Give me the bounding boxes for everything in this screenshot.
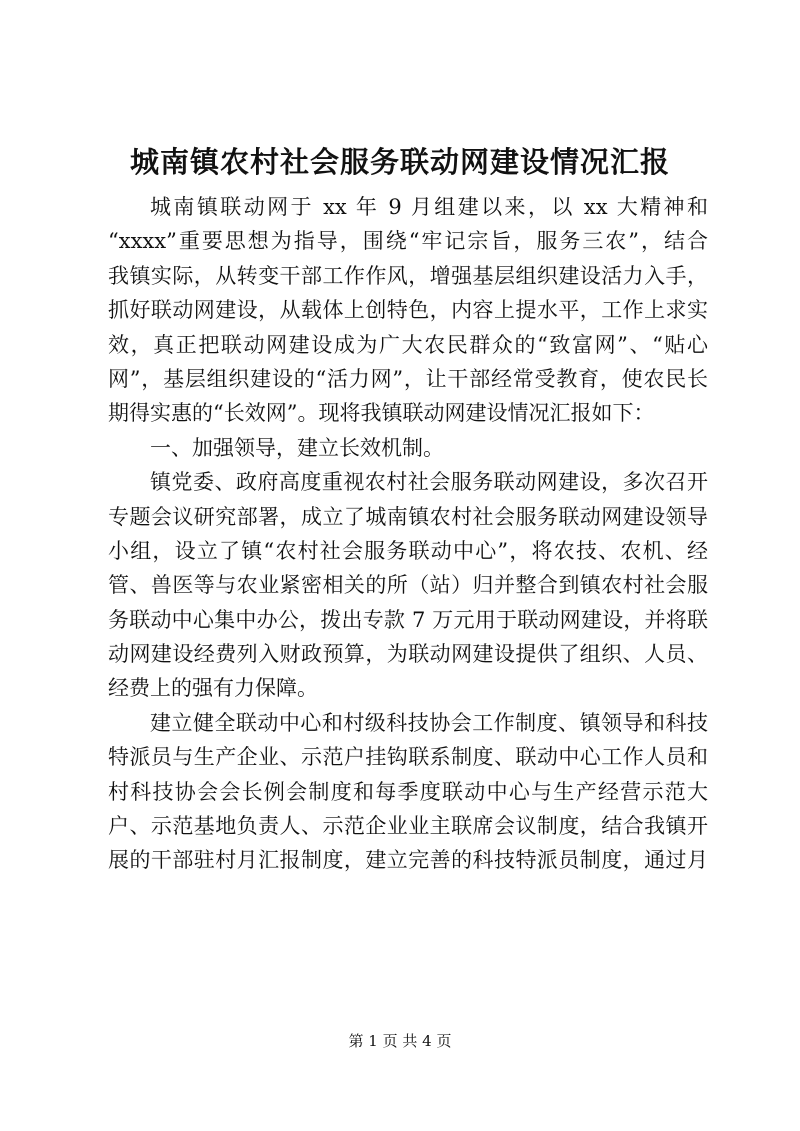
text-line: 务联动中心集中办公，拨出专款 7 万元用于联动网建设，并将联 xyxy=(108,607,708,632)
paragraph-intro xyxy=(108,190,708,431)
text-line: 户、示范基地负责人、示范企业业主联席会议制度，结合我镇开 xyxy=(108,814,708,839)
text-line: 管、兽医等与农业紧密相关的所（站）归并整合到镇农村社会服 xyxy=(108,573,708,598)
text-line: 网”，基层组织建设的“活力网”，让干部经常受教育，使农民长 xyxy=(108,366,708,391)
document-title: 城南镇农村社会服务联动网建设情况汇报 xyxy=(129,145,670,179)
text-line: 小组，设立了镇“农村社会服务联动中心”，将农技、农机、经 xyxy=(108,538,708,563)
text-line: “xxxx”重要思想为指导，围绕“牢记宗旨，服务三农”，结合 xyxy=(108,229,708,254)
text-line: 抓好联动网建设，从载体上创特色，内容上提水平，工作上求实 xyxy=(108,298,708,323)
text-line: 经费上的强有力保障。 xyxy=(108,676,318,701)
document-body xyxy=(108,190,708,878)
text-line: 城南镇联动网于 xx 年 9 月组建以来，以 xx 大精神和 xyxy=(150,195,708,219)
text-line: 效，真正把联动网建设成为广大农民群众的“致富网”、“贴心 xyxy=(108,332,708,357)
section-heading-1 xyxy=(108,431,708,465)
text-line: 镇党委、政府高度重视农村社会服务联动网建设，多次召开 xyxy=(150,470,708,495)
text-line: 村科技协会会长例会制度和每季度联动中心与生产经营示范大 xyxy=(108,779,708,804)
text-line: 动网建设经费列入财政预算，为联动网建设提供了组织、人员、 xyxy=(108,642,708,667)
text-line: 建立健全联动中心和村级科技协会工作制度、镇领导和科技 xyxy=(150,710,708,735)
text-line: 展的干部驻村月汇报制度，建立完善的科技特派员制度，通过月 xyxy=(108,848,708,873)
paragraph-leadership xyxy=(108,465,708,706)
paragraph-system xyxy=(108,706,708,878)
page-footer: 第 1 页 共 4 页 xyxy=(348,1032,452,1050)
text-line: 我镇实际，从转变干部工作作风，增强基层组织建设活力入手， xyxy=(108,263,708,288)
section-heading-text: 一、加强领导，建立长效机制。 xyxy=(150,435,444,460)
text-line: 特派员与生产企业、示范户挂钩联系制度、联动中心工作人员和 xyxy=(108,745,708,770)
text-line: 专题会议研究部署，成立了城南镇农村社会服务联动网建设领导 xyxy=(108,504,708,529)
text-line: 期得实惠的“长效网”。现将我镇联动网建设情况汇报如下： xyxy=(108,401,655,426)
